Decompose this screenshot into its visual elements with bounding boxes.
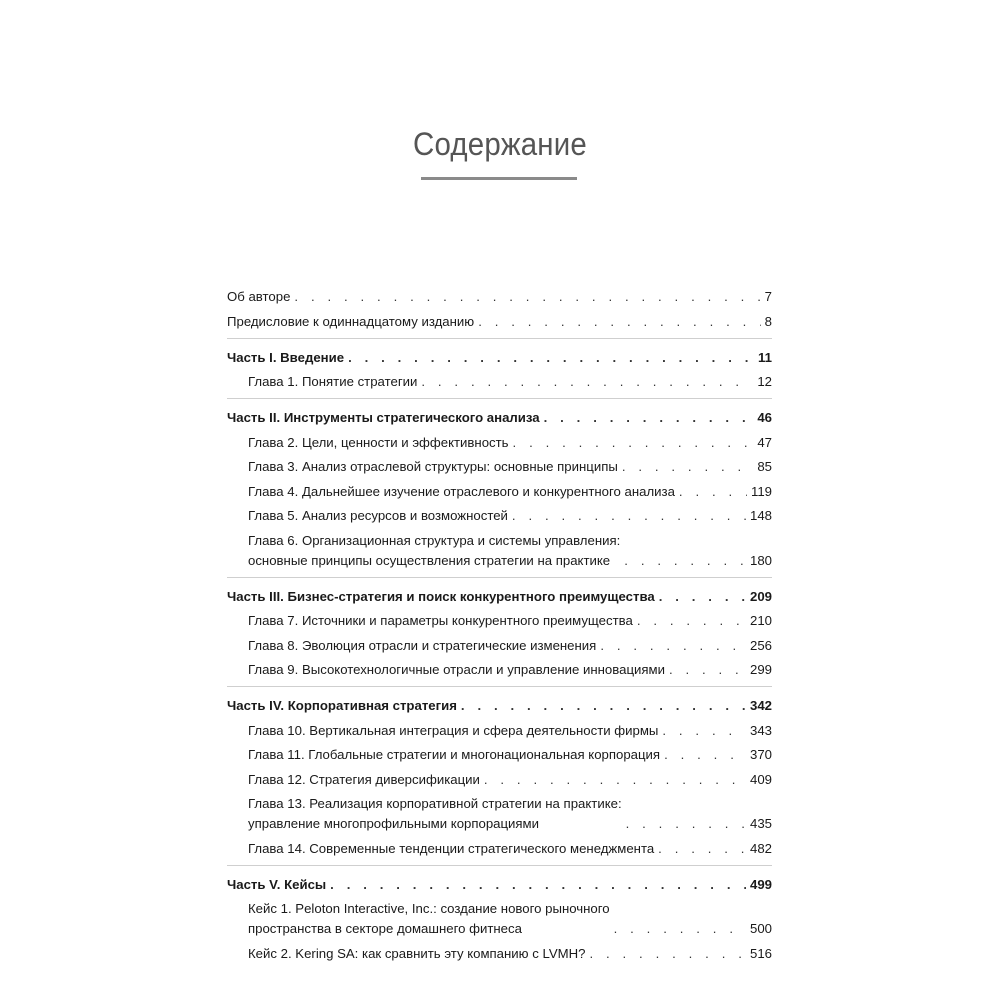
- toc-entry-title: Глава 5. Анализ ресурсов и возможностей: [248, 508, 508, 523]
- toc-page-number: 500: [749, 921, 772, 936]
- toc-page-number: 12: [757, 374, 772, 389]
- toc-page-number: 85: [757, 459, 772, 474]
- toc-page-number: 409: [749, 771, 772, 787]
- toc-entry-title: Об авторе: [227, 289, 291, 304]
- toc-entry-title: Глава 12. Стратегия диверсификации: [248, 771, 480, 787]
- toc-chapter-entry[interactable]: [227, 839, 772, 859]
- dot-leader: [669, 660, 746, 680]
- toc-entry-title-line1: Глава 13. Реализация корпоративной стратегии на практике:: [248, 796, 622, 811]
- toc-page-number: 148: [749, 508, 772, 523]
- toc-page-number: 342: [749, 698, 772, 713]
- toc-part-entry[interactable]: [227, 696, 772, 716]
- toc-chapter-entry[interactable]: [227, 770, 772, 790]
- toc-entry-title: Глава 3. Анализ отраслевой структуры: основные принципы: [248, 459, 618, 474]
- dot-leader: [624, 551, 746, 571]
- dot-leader: [679, 482, 747, 502]
- toc-page-number: 119: [750, 483, 772, 499]
- toc-entry-title: [248, 899, 610, 939]
- toc-chapter-entry[interactable]: [227, 721, 772, 741]
- toc-front-entry[interactable]: [227, 287, 772, 307]
- toc-entry-title: [248, 794, 622, 834]
- dot-leader: [513, 433, 754, 453]
- toc-separator: [227, 577, 772, 578]
- toc-page-number: 209: [749, 588, 772, 604]
- toc-page-number: 256: [749, 637, 772, 653]
- toc-chapter-entry[interactable]: [227, 506, 772, 526]
- toc-entry-title-line1: Кейс 1. Peloton Interactive, Inc.: создание нового рыночного: [248, 901, 610, 916]
- title-underline: [421, 177, 577, 180]
- toc-entry-title: Глава 10. Вертикальная интеграция и сфера деятельности фирмы: [248, 722, 659, 738]
- toc-separator: [227, 686, 772, 687]
- dot-leader: [662, 721, 746, 741]
- toc-part-entry[interactable]: [227, 587, 772, 607]
- toc-page-number: 7: [764, 289, 772, 304]
- toc-entry-title: [248, 531, 620, 571]
- toc-page-number: 499: [749, 876, 772, 892]
- dot-leader: [478, 312, 760, 332]
- dot-leader: [484, 770, 746, 790]
- toc-chapter-entry[interactable]: [227, 482, 772, 502]
- dot-leader: [421, 372, 753, 392]
- toc-separator: [227, 865, 772, 866]
- toc-entry-title: Глава 8. Эволюция отрасли и стратегические изменения: [248, 637, 597, 653]
- toc-page-number: 47: [757, 434, 772, 450]
- dot-leader: [461, 696, 746, 716]
- dot-leader: [614, 919, 746, 939]
- toc-entry-title-line2: основные принципы осуществления стратегии на практике: [248, 552, 611, 568]
- toc-entry-title: Предисловие к одиннадцатому изданию: [227, 313, 475, 329]
- toc-entry-title: Кейс 2. Kering SA: как сравнить эту компанию с LVMH?: [248, 945, 586, 961]
- toc-page-number: 8: [764, 313, 772, 329]
- toc-entry-title: Часть III. Бизнес-стратегия и поиск конкурентного преимущества: [227, 588, 655, 604]
- toc-separator: [227, 398, 772, 399]
- toc-entry-title: Глава 11. Глобальные стратегии и многонациональная корпорация: [248, 747, 661, 762]
- toc-entry-title: Глава 4. Дальнейшее изучение отраслевого и конкурентного анализа: [248, 483, 675, 499]
- dot-leader: [664, 745, 746, 765]
- toc-page-number: 46: [757, 410, 772, 425]
- toc-chapter-entry[interactable]: [227, 899, 772, 939]
- toc-chapter-entry[interactable]: [227, 433, 772, 453]
- dot-leader: [626, 814, 746, 834]
- toc-chapter-entry[interactable]: [227, 660, 772, 680]
- toc-page-number: 343: [749, 722, 772, 738]
- toc-entry-title: Часть IV. Корпоративная стратегия: [227, 698, 457, 713]
- dot-leader: [659, 587, 746, 607]
- toc-entry-title: Глава 7. Источники и параметры конкурентного преимущества: [248, 613, 633, 628]
- toc-page-number: 11: [758, 349, 772, 365]
- toc-chapter-entry[interactable]: [227, 372, 772, 392]
- dot-leader: [294, 287, 760, 307]
- toc-entry-title: Часть I. Введение: [227, 349, 345, 365]
- toc-page-number: 299: [749, 662, 772, 677]
- dot-leader: [348, 348, 754, 368]
- page-title: Содержание: [413, 126, 587, 162]
- toc-page-number: 370: [749, 747, 772, 762]
- toc-chapter-entry[interactable]: [227, 944, 772, 964]
- toc-chapter-entry[interactable]: [227, 531, 772, 571]
- toc-chapter-entry[interactable]: [227, 636, 772, 656]
- toc-entry-title: Часть II. Инструменты стратегического анализа: [227, 410, 540, 425]
- toc-page-number: 516: [749, 945, 772, 961]
- toc-separator: [227, 338, 772, 339]
- toc-entry-title-line2: управление многопрофильными корпорациями: [248, 816, 539, 831]
- toc-chapter-entry[interactable]: [227, 745, 772, 765]
- toc-entry-title: Глава 2. Цели, ценности и эффективность: [248, 434, 509, 450]
- toc-entry-title-line2: пространства в секторе домашнего фитнеса: [248, 921, 522, 936]
- toc-page-number: 210: [749, 613, 772, 628]
- dot-leader: [637, 611, 746, 631]
- toc-chapter-entry[interactable]: [227, 457, 772, 477]
- dot-leader: [622, 457, 754, 477]
- dot-leader: [330, 875, 746, 895]
- toc-entry-title: Глава 14. Современные тенденции стратегического менеджмента: [248, 840, 655, 856]
- toc-chapter-entry[interactable]: [227, 611, 772, 631]
- toc-entry-title: Глава 1. Понятие стратегии: [248, 374, 418, 389]
- dot-leader: [589, 944, 746, 964]
- toc-part-entry[interactable]: [227, 875, 772, 895]
- dot-leader: [658, 839, 746, 859]
- dot-leader: [512, 506, 746, 526]
- table-of-contents: [227, 287, 772, 968]
- toc-front-entry[interactable]: [227, 312, 772, 332]
- dot-leader: [600, 636, 746, 656]
- dot-leader: [544, 408, 754, 428]
- toc-page-number: 482: [749, 840, 772, 856]
- toc-entry-title: Глава 9. Высокотехнологичные отрасли и управление инновациями: [248, 662, 665, 677]
- toc-chapter-entry[interactable]: [227, 794, 772, 834]
- toc-entry-title-line1: Глава 6. Организационная структура и системы управления:: [248, 532, 621, 548]
- toc-part-entry[interactable]: [227, 348, 772, 368]
- toc-part-entry[interactable]: [227, 408, 772, 428]
- toc-page-number: 180: [749, 552, 772, 568]
- toc-page-number: 435: [749, 816, 772, 831]
- toc-entry-title: Часть V. Кейсы: [227, 876, 327, 892]
